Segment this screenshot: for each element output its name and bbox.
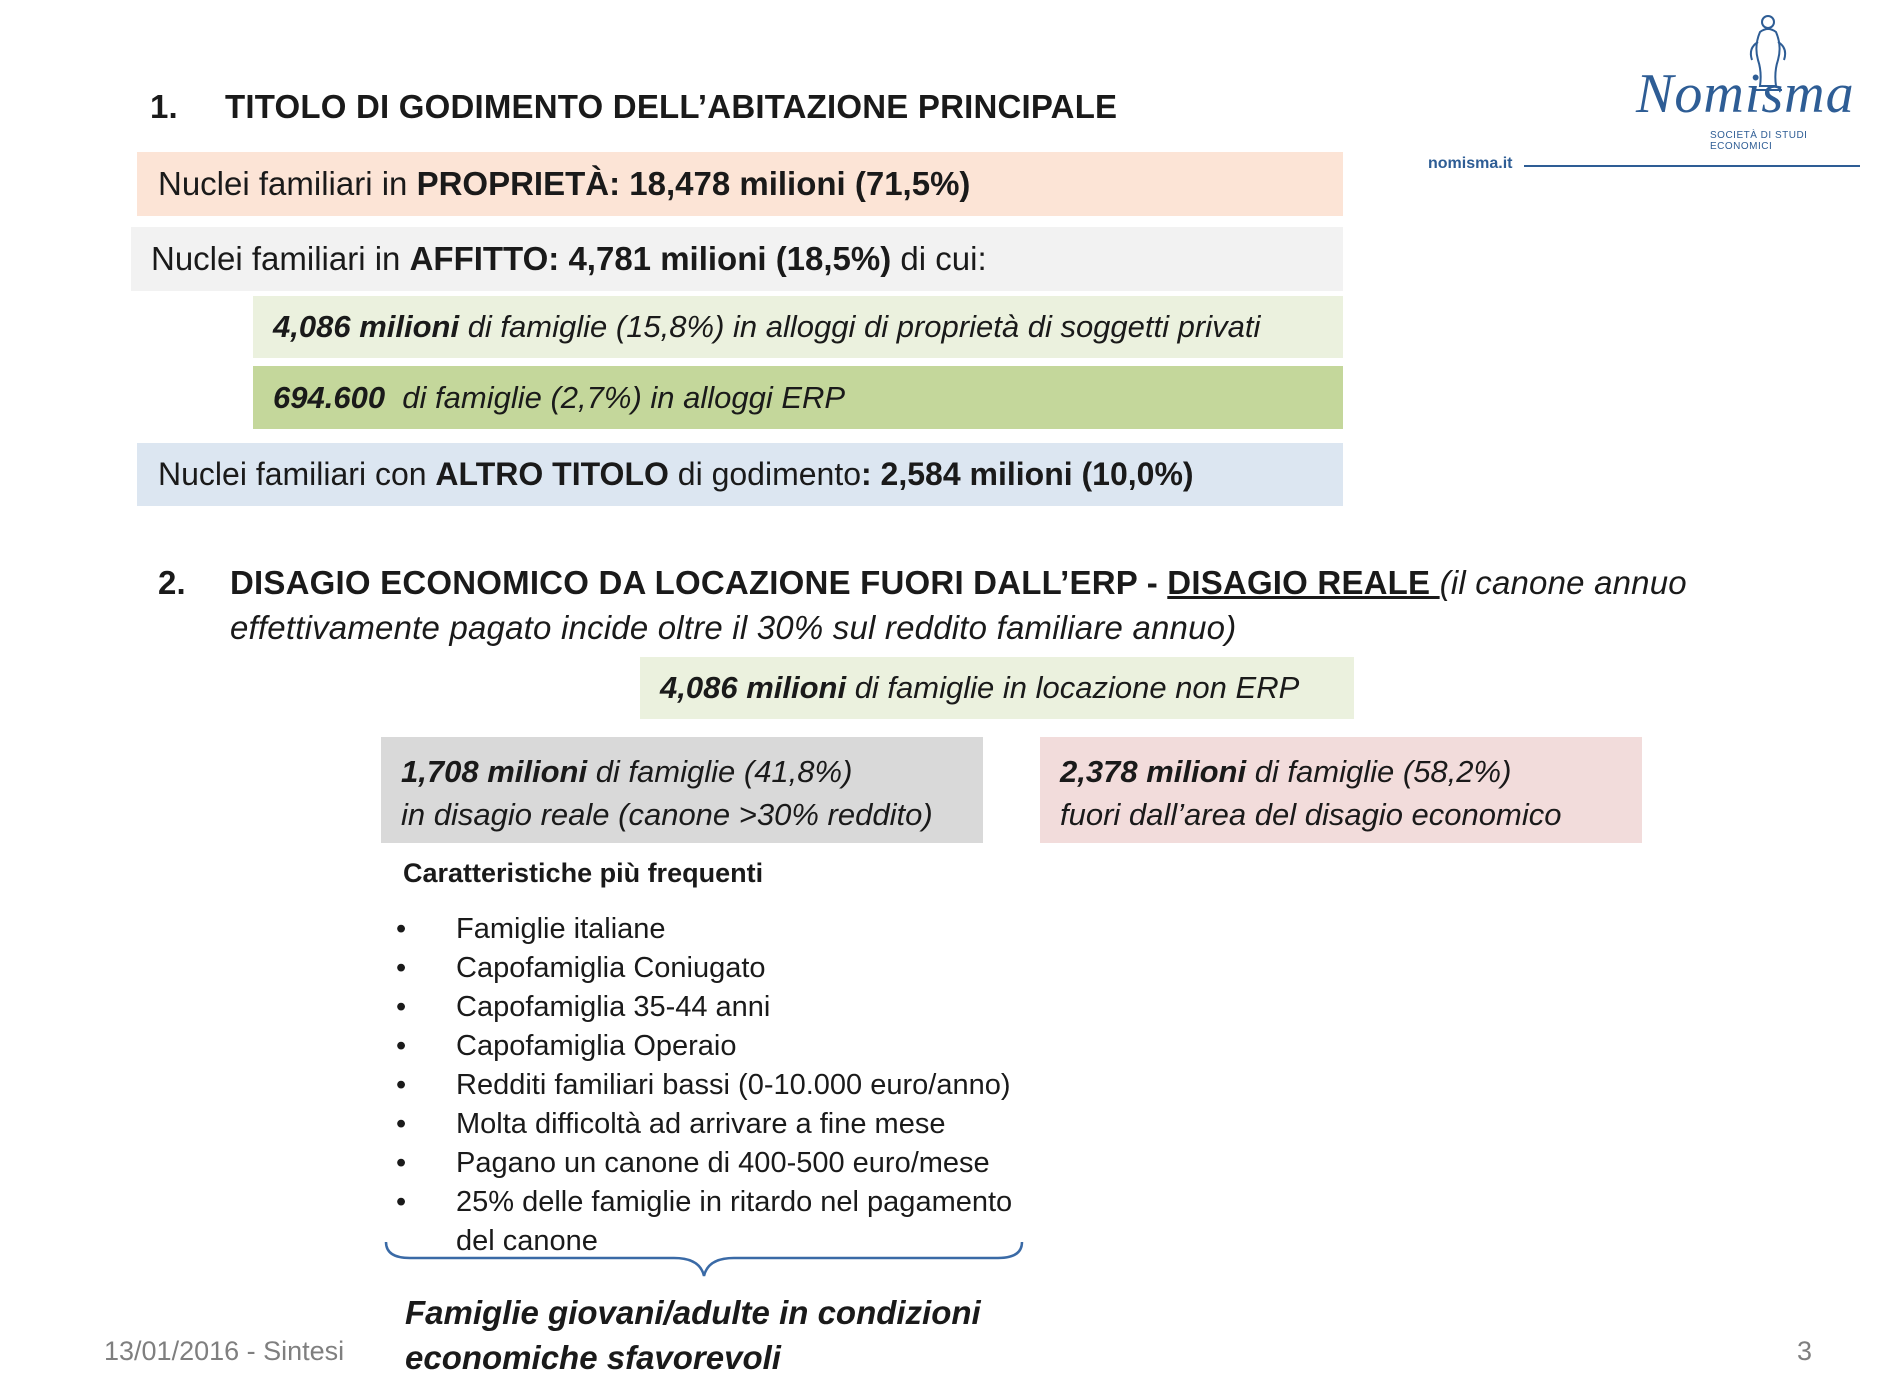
list-item: • Pagano un canone di 400-500 euro/mese — [396, 1147, 990, 1179]
altro-titolo-box — [137, 443, 1343, 506]
page-number: 3 — [1797, 1336, 1813, 1366]
section2-title-underlined: DISAGIO REALE — [1167, 564, 1440, 601]
logo-tagline: SOCIETÀ DI STUDI ECONOMICI — [1710, 130, 1808, 152]
curly-brace-icon — [384, 1240, 1024, 1280]
affitto-suffix: di cui: — [891, 240, 987, 277]
affitto-value: AFFITTO: 4,781 milioni (18,5%) — [409, 240, 892, 277]
section2-title: DISAGIO ECONOMICO DA LOCAZIONE FUORI DALL’ERP - — [230, 564, 1168, 601]
conclusion-text — [405, 1290, 981, 1380]
altro-label: ALTRO TITOLO — [435, 456, 669, 492]
section2-number: 2. — [158, 564, 186, 601]
erp-value: 694.600 — [273, 379, 386, 415]
altro-mid: di godimento — [668, 456, 861, 492]
section1-title: TITOLO DI GODIMENTO DELL’ABITAZIONE PRINCIPALE — [225, 88, 1118, 125]
logo-name: Nomisma — [1636, 63, 1855, 125]
disagio-line2: in disagio reale (canone >30% reddito) — [401, 797, 933, 832]
altro-prefix: Nuclei familiari con — [158, 456, 436, 492]
proprieta-box — [137, 152, 1343, 216]
erp-text: di famiglie (2,7%) in alloggi ERP — [385, 379, 846, 415]
disagio-text: di famiglie (41,8%) — [587, 754, 853, 789]
proprieta-value: PROPRIETÀ: 18,478 milioni (71,5%) — [416, 165, 971, 202]
conclusion-line2: economiche sfavorevoli — [405, 1339, 781, 1376]
affitto-prefix: Nuclei familiari in — [151, 240, 410, 277]
list-item: • Molta difficoltà ad arrivare a fine mese — [396, 1108, 946, 1140]
section1-number: 1. — [150, 88, 178, 125]
section2-heading — [158, 564, 1687, 646]
list-item: • Famiglie italiane — [396, 913, 666, 945]
list-item: • 25% delle famiglie in ritardo nel pagamento del canone — [396, 1186, 1013, 1257]
header-rule — [1524, 165, 1860, 167]
altro-value: : 2,584 milioni (10,0%) — [861, 456, 1194, 492]
characteristics-list — [396, 910, 1056, 1261]
fuori-line2: fuori dall’area del disagio economico — [1060, 797, 1562, 832]
proprieta-prefix: Nuclei familiari in — [158, 165, 417, 202]
list-item: • Capofamiglia 35-44 anni — [396, 991, 771, 1023]
conclusion-line1: Famiglie giovani/adulte in condizioni — [405, 1294, 981, 1331]
list-item: • Capofamiglia Operaio — [396, 1030, 737, 1062]
affitto-box — [131, 227, 1343, 291]
erp-box — [253, 366, 1343, 429]
privati-box — [253, 296, 1343, 358]
website-link[interactable]: nomisma.it — [1428, 155, 1513, 172]
section1-heading — [150, 88, 1118, 126]
list-item: • Capofamiglia Coniugato — [396, 952, 766, 984]
footer-date: 13/01/2016 - Sintesi — [104, 1336, 345, 1366]
section2-subtitle-part1: (il canone annuo — [1439, 564, 1687, 601]
section2-subtitle-part2: effettivamente pagato incide oltre il 30% sul reddito familiare annuo) — [230, 609, 1237, 646]
list-item: • Redditi familiari bassi (0-10.000 euro/anno) — [396, 1069, 1011, 1101]
privati-text: di famiglie (15,8%) in alloggi di proprietà di soggetti privati — [459, 309, 1261, 344]
fuori-disagio-box — [1040, 737, 1642, 843]
disagio-value: 1,708 milioni — [401, 754, 588, 789]
privati-value: 4,086 milioni — [273, 309, 460, 344]
nomisma-logo — [1620, 8, 1870, 152]
non-erp-value: 4,086 milioni — [660, 670, 847, 705]
non-erp-box — [640, 657, 1354, 719]
characteristics-title: Caratteristiche più frequenti — [403, 858, 764, 888]
disagio-reale-box — [381, 737, 983, 843]
fuori-value: 2,378 milioni — [1060, 754, 1247, 789]
non-erp-text: di famiglie in locazione non ERP — [846, 670, 1300, 705]
fuori-text: di famiglie (58,2%) — [1246, 754, 1512, 789]
